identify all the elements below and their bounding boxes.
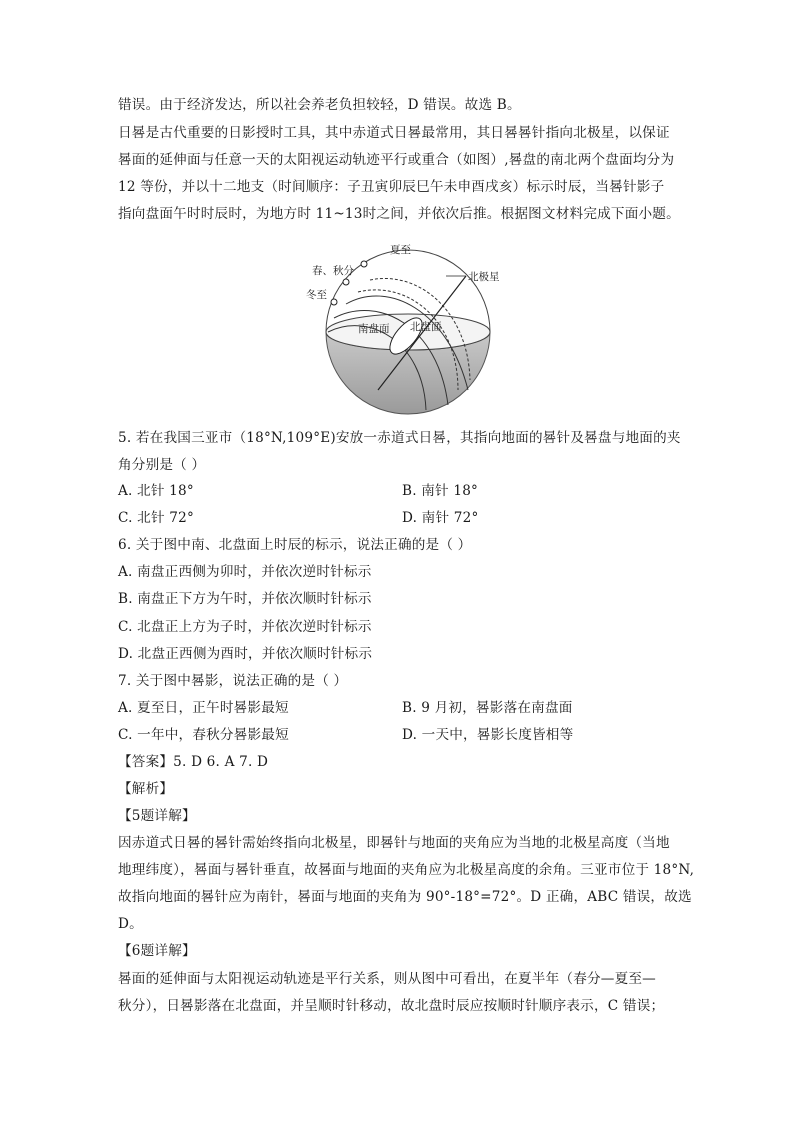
- equinox-marker: [343, 279, 349, 285]
- sundial-diagram: [298, 240, 518, 418]
- summer-marker: [361, 261, 367, 267]
- q6-detail-heading: 【6题详解】: [118, 943, 196, 959]
- q6-detail-line-2: 秋分），日晷影落在北盘面，并呈顺时针移动，故北盘时辰应按顺时针顺序表示，C 错误；: [118, 998, 665, 1014]
- q5-stem-line-1: 5. 若在我国三亚市（18°N,109°E)安放一赤道式日晷，其指向地面的晷针及晷盘与地面的夹: [118, 430, 681, 446]
- q5-option-d: D. 南针 72°: [402, 510, 479, 526]
- intro-line-5: 指向盘面午时时辰时，为地方时 11~13时之间，并依次后推。根据图文材料完成下面小题。: [118, 206, 680, 222]
- answer-line: 【答案】5. D 6. A 7. D: [118, 754, 269, 770]
- q6-option-a: A. 南盘正西侧为卯时，并依次逆时针标示: [118, 564, 372, 580]
- winter-marker: [331, 299, 337, 305]
- q7-stem: 7. 关于图中晷影，说法正确的是（ ）: [118, 673, 348, 689]
- q5-detail-line-3: 故指向地面的晷针应为南针，晷面与地面的夹角为 90°-18°=72°。D 正确，ABC 错误，故选: [118, 889, 692, 905]
- q6-stem: 6. 关于图中南、北盘面上时辰的标示，说法正确的是（ ）: [118, 537, 472, 553]
- analysis-heading: 【解析】: [118, 781, 174, 797]
- q7-option-c: C. 一年中，春秋分晷影最短: [118, 727, 289, 743]
- label-south-face: 南盘面: [358, 323, 390, 335]
- sundial-figure: [298, 240, 518, 418]
- q5-detail-line-1: 因赤道式日晷的晷针需始终指向北极星，即晷针与地面的夹角应为当地的北极星高度（当地: [118, 835, 670, 851]
- q5-option-c: C. 北针 72°: [118, 510, 194, 526]
- q6-option-c: C. 北盘正上方为子时，并依次逆时针标示: [118, 619, 372, 635]
- q7-option-b: B. 9 月初，晷影落在南盘面: [402, 700, 573, 716]
- q5-option-a: A. 北针 18°: [118, 483, 194, 499]
- label-north-face: 北盘面: [410, 321, 442, 333]
- label-equinox: 春、秋分: [312, 265, 354, 277]
- q5-stem-line-2: 角分别是（ ）: [118, 457, 206, 473]
- q6-option-b: B. 南盘正下方为午时，并依次顺时针标示: [118, 591, 372, 607]
- intro-line-2: 日晷是古代重要的日影授时工具，其中赤道式日晷最常用，其日晷晷针指向北极星，以保证: [118, 125, 670, 141]
- intro-line-1: 错误。由于经济发达，所以社会养老负担较轻，D 错误。故选 B。: [118, 97, 521, 113]
- q5-detail-line-2: 地理纬度），晷面与晷针垂直，故晷面与地面的夹角应为北极星高度的余角。三亚市位于 18°N,: [118, 862, 695, 878]
- q6-detail-line-1: 晷面的延伸面与太阳视运动轨迹是平行关系，则从图中可看出，在夏半年（春分—夏至—: [118, 971, 656, 987]
- label-winter: 冬至: [306, 289, 327, 301]
- q5-option-b: B. 南针 18°: [402, 483, 479, 499]
- q5-detail-line-4: D。: [118, 916, 143, 932]
- q7-option-d: D. 一天中，晷影长度皆相等: [402, 727, 574, 743]
- intro-line-3: 晷面的延伸面与任意一天的太阳视运动轨迹平行或重合（如图）,晷盘的南北两个盘面均分为: [118, 152, 675, 168]
- intro-line-4: 12 等份，并以十二地支（时间顺序：子丑寅卯辰巳午未申酉戌亥）标示时辰，当晷针影子: [118, 179, 665, 195]
- q6-option-d: D. 北盘正西侧为酉时，并依次顺时针标示: [118, 646, 373, 662]
- q5-detail-heading: 【5题详解】: [118, 808, 196, 824]
- label-summer: 夏至: [390, 244, 411, 256]
- label-polaris: 北极星: [468, 271, 500, 283]
- q7-option-a: A. 夏至日，正午时晷影最短: [118, 700, 289, 716]
